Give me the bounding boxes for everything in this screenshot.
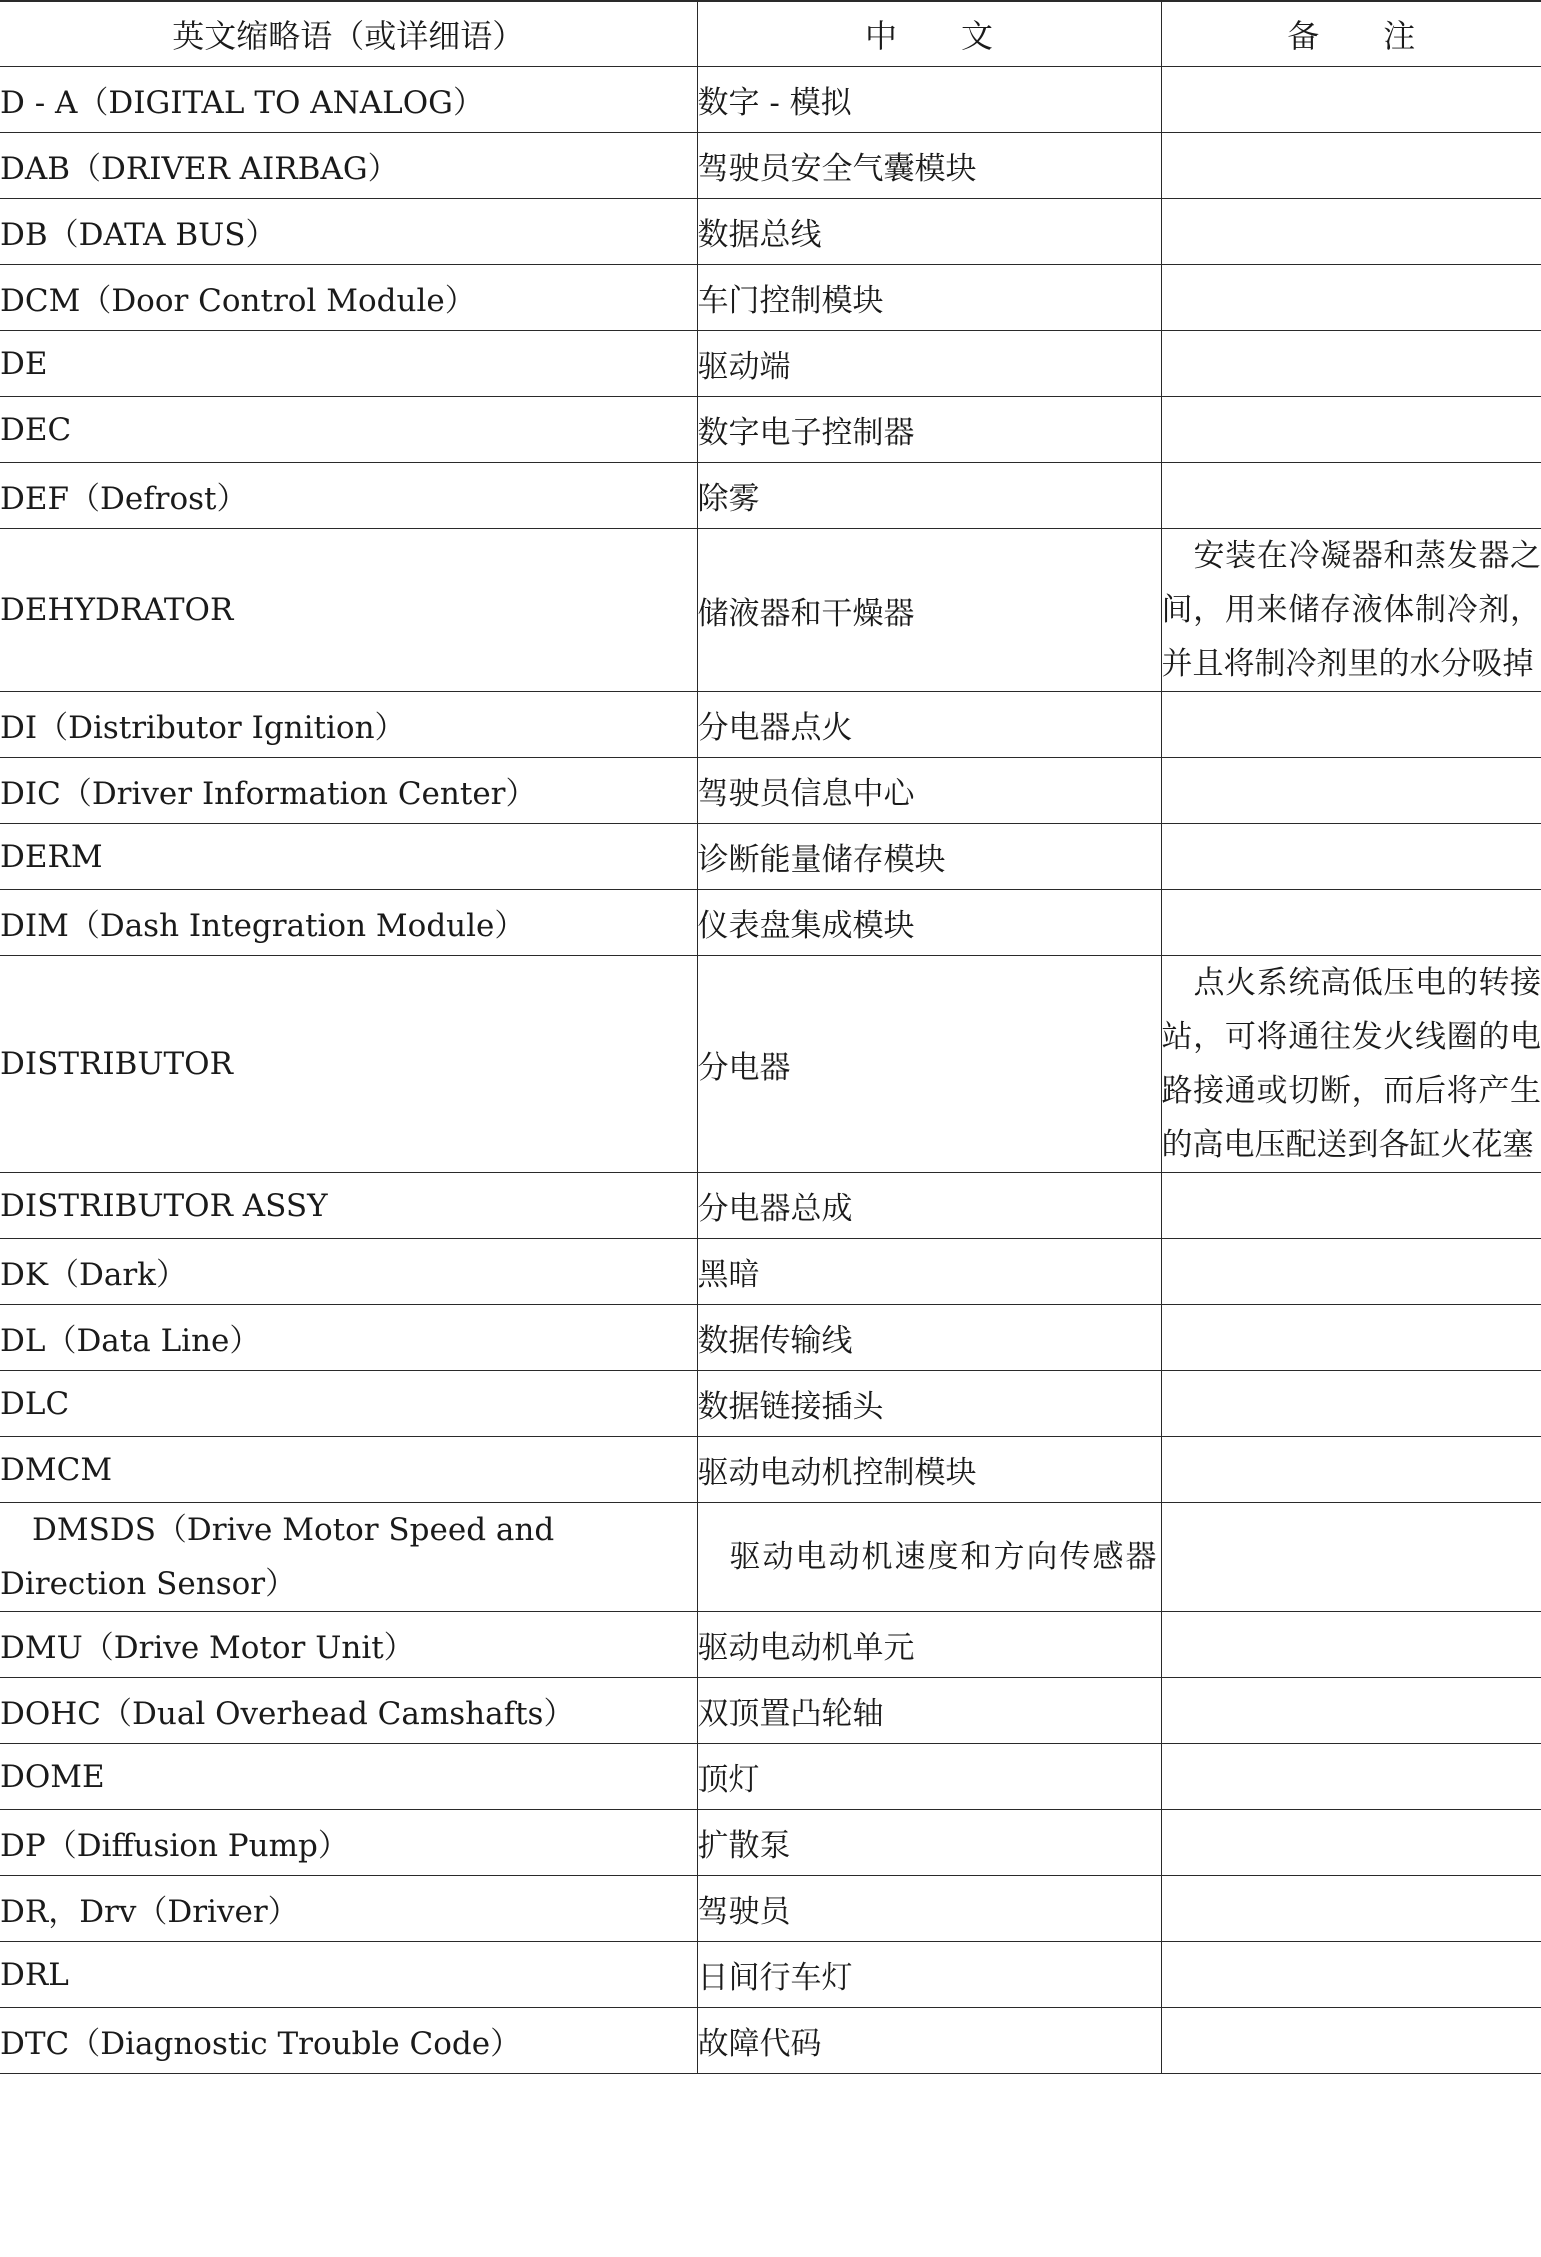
table-row (0, 67, 1541, 133)
table-row (0, 1371, 1541, 1437)
chinese-text: 驱动电动机速度和方向传感器 (729, 1539, 1159, 1575)
table-row (0, 1173, 1541, 1239)
remarks-cell (1161, 2008, 1541, 2074)
table-row (0, 1744, 1541, 1810)
abbreviation-cell: DE (0, 331, 697, 397)
chinese-cell: 储液器和干燥器 (697, 529, 1161, 692)
remarks-cell (1161, 133, 1541, 199)
remarks-cell (1161, 1305, 1541, 1371)
abbreviation-cell: DL（Data Line） (0, 1305, 697, 1371)
chinese-cell: 分电器 (697, 956, 1161, 1173)
chinese-cell: 数字电子控制器 (697, 397, 1161, 463)
table-row (0, 529, 1541, 692)
abbreviation-cell: DERM (0, 824, 697, 890)
table-row (0, 1437, 1541, 1503)
table-row (0, 265, 1541, 331)
remarks-cell (1161, 758, 1541, 824)
chinese-cell: 诊断能量储存模块 (697, 824, 1161, 890)
abbreviation-cell: DMCM (0, 1437, 697, 1503)
abbreviation-cell: DCM（Door Control Module） (0, 265, 697, 331)
chinese-cell: 双顶置凸轮轴 (697, 1678, 1161, 1744)
chinese-cell: 驱动电动机控制模块 (697, 1437, 1161, 1503)
abbreviation-cell: DEHYDRATOR (0, 529, 697, 692)
remarks-cell (1161, 1371, 1541, 1437)
table-row (0, 463, 1541, 529)
remarks-cell (1161, 1239, 1541, 1305)
remarks-text: 点火系统高低压电的转接站，可将通往发火线圈的电路接通或切断，而后将产生的高电压配送到各缸火花塞 (1161, 965, 1541, 1163)
table-row (0, 2008, 1541, 2074)
chinese-cell: 顶灯 (697, 1744, 1161, 1810)
abbreviation-cell (0, 1503, 697, 1612)
abbreviation-cell: DOME (0, 1744, 697, 1810)
abbreviation-cell: DRL (0, 1942, 697, 2008)
remarks-cell (1161, 824, 1541, 890)
abbreviation-cell: DB（DATA BUS） (0, 199, 697, 265)
chinese-cell: 驾驶员 (697, 1876, 1161, 1942)
remarks-cell (1161, 890, 1541, 956)
chinese-cell: 数据链接插头 (697, 1371, 1161, 1437)
table-row (0, 890, 1541, 956)
remarks-cell (1161, 1173, 1541, 1239)
abbreviation-cell: DMU（Drive Motor Unit） (0, 1612, 697, 1678)
abbreviation-cell: DEF（Defrost） (0, 463, 697, 529)
chinese-cell: 分电器点火 (697, 692, 1161, 758)
table-row (0, 692, 1541, 758)
table-row (0, 1942, 1541, 2008)
chinese-cell: 扩散泵 (697, 1810, 1161, 1876)
remarks-cell (1161, 199, 1541, 265)
abbreviation-cell: DISTRIBUTOR ASSY (0, 1173, 697, 1239)
remarks-cell (1161, 331, 1541, 397)
remarks-cell (1161, 1876, 1541, 1942)
remarks-cell (1161, 397, 1541, 463)
header-remarks: 备 注 (1161, 1, 1541, 67)
abbreviation-cell: DAB（DRIVER AIRBAG） (0, 133, 697, 199)
remarks-cell (1161, 956, 1541, 1173)
chinese-cell: 数字 - 模拟 (697, 67, 1161, 133)
abbreviation-cell: DIC（Driver Information Center） (0, 758, 697, 824)
header-row (0, 1, 1541, 67)
table-row (0, 331, 1541, 397)
table-row (0, 1503, 1541, 1612)
chinese-cell: 数据总线 (697, 199, 1161, 265)
table-row (0, 824, 1541, 890)
abbreviation-cell: D - A（DIGITAL TO ANALOG） (0, 67, 697, 133)
chinese-cell: 黑暗 (697, 1239, 1161, 1305)
remarks-cell (1161, 463, 1541, 529)
abbreviation-cell: DI（Distributor Ignition） (0, 692, 697, 758)
abbreviation-cell: DOHC（Dual Overhead Camshafts） (0, 1678, 697, 1744)
remarks-cell (1161, 265, 1541, 331)
table-row (0, 1810, 1541, 1876)
chinese-cell: 除雾 (697, 463, 1161, 529)
remarks-cell (1161, 1942, 1541, 2008)
abbreviation-text: DMSDS（Drive Motor Speed and Direction Sensor） (0, 1512, 555, 1602)
remarks-cell (1161, 1437, 1541, 1503)
remarks-cell (1161, 1810, 1541, 1876)
table-row (0, 397, 1541, 463)
chinese-cell: 驾驶员安全气囊模块 (697, 133, 1161, 199)
chinese-cell: 驾驶员信息中心 (697, 758, 1161, 824)
remarks-cell (1161, 1503, 1541, 1612)
abbreviation-cell: DISTRIBUTOR (0, 956, 697, 1173)
table-row (0, 1678, 1541, 1744)
chinese-cell: 车门控制模块 (697, 265, 1161, 331)
chinese-cell: 驱动端 (697, 331, 1161, 397)
table-row (0, 133, 1541, 199)
remarks-cell (1161, 67, 1541, 133)
remarks-cell (1161, 529, 1541, 692)
abbreviation-cell: DK（Dark） (0, 1239, 697, 1305)
chinese-cell: 分电器总成 (697, 1173, 1161, 1239)
remarks-cell (1161, 1612, 1541, 1678)
chinese-cell: 日间行车灯 (697, 1942, 1161, 2008)
table-row (0, 199, 1541, 265)
table-row (0, 956, 1541, 1173)
table-row (0, 1876, 1541, 1942)
remarks-text: 安装在冷凝器和蒸发器之间，用来储存液体制冷剂，并且将制冷剂里的水分吸掉 (1161, 538, 1541, 682)
chinese-cell: 驱动电动机单元 (697, 1612, 1161, 1678)
table-row (0, 1239, 1541, 1305)
abbreviation-cell: DLC (0, 1371, 697, 1437)
abbreviation-cell: DIM（Dash Integration Module） (0, 890, 697, 956)
abbreviation-cell: DTC（Diagnostic Trouble Code） (0, 2008, 697, 2074)
chinese-cell: 仪表盘集成模块 (697, 890, 1161, 956)
remarks-cell (1161, 692, 1541, 758)
remarks-cell (1161, 1678, 1541, 1744)
abbreviation-cell: DR，Drv（Driver） (0, 1876, 697, 1942)
abbreviation-cell: DP（Diffusion Pump） (0, 1810, 697, 1876)
remarks-cell (1161, 1744, 1541, 1810)
chinese-cell: 数据传输线 (697, 1305, 1161, 1371)
abbreviation-cell: DEC (0, 397, 697, 463)
table-row (0, 1305, 1541, 1371)
header-abbreviation: 英文缩略语（或详细语） (0, 1, 697, 67)
header-chinese: 中 文 (697, 1, 1161, 67)
table-row (0, 1612, 1541, 1678)
table-row (0, 758, 1541, 824)
chinese-cell: 故障代码 (697, 2008, 1161, 2074)
chinese-cell (697, 1503, 1161, 1612)
